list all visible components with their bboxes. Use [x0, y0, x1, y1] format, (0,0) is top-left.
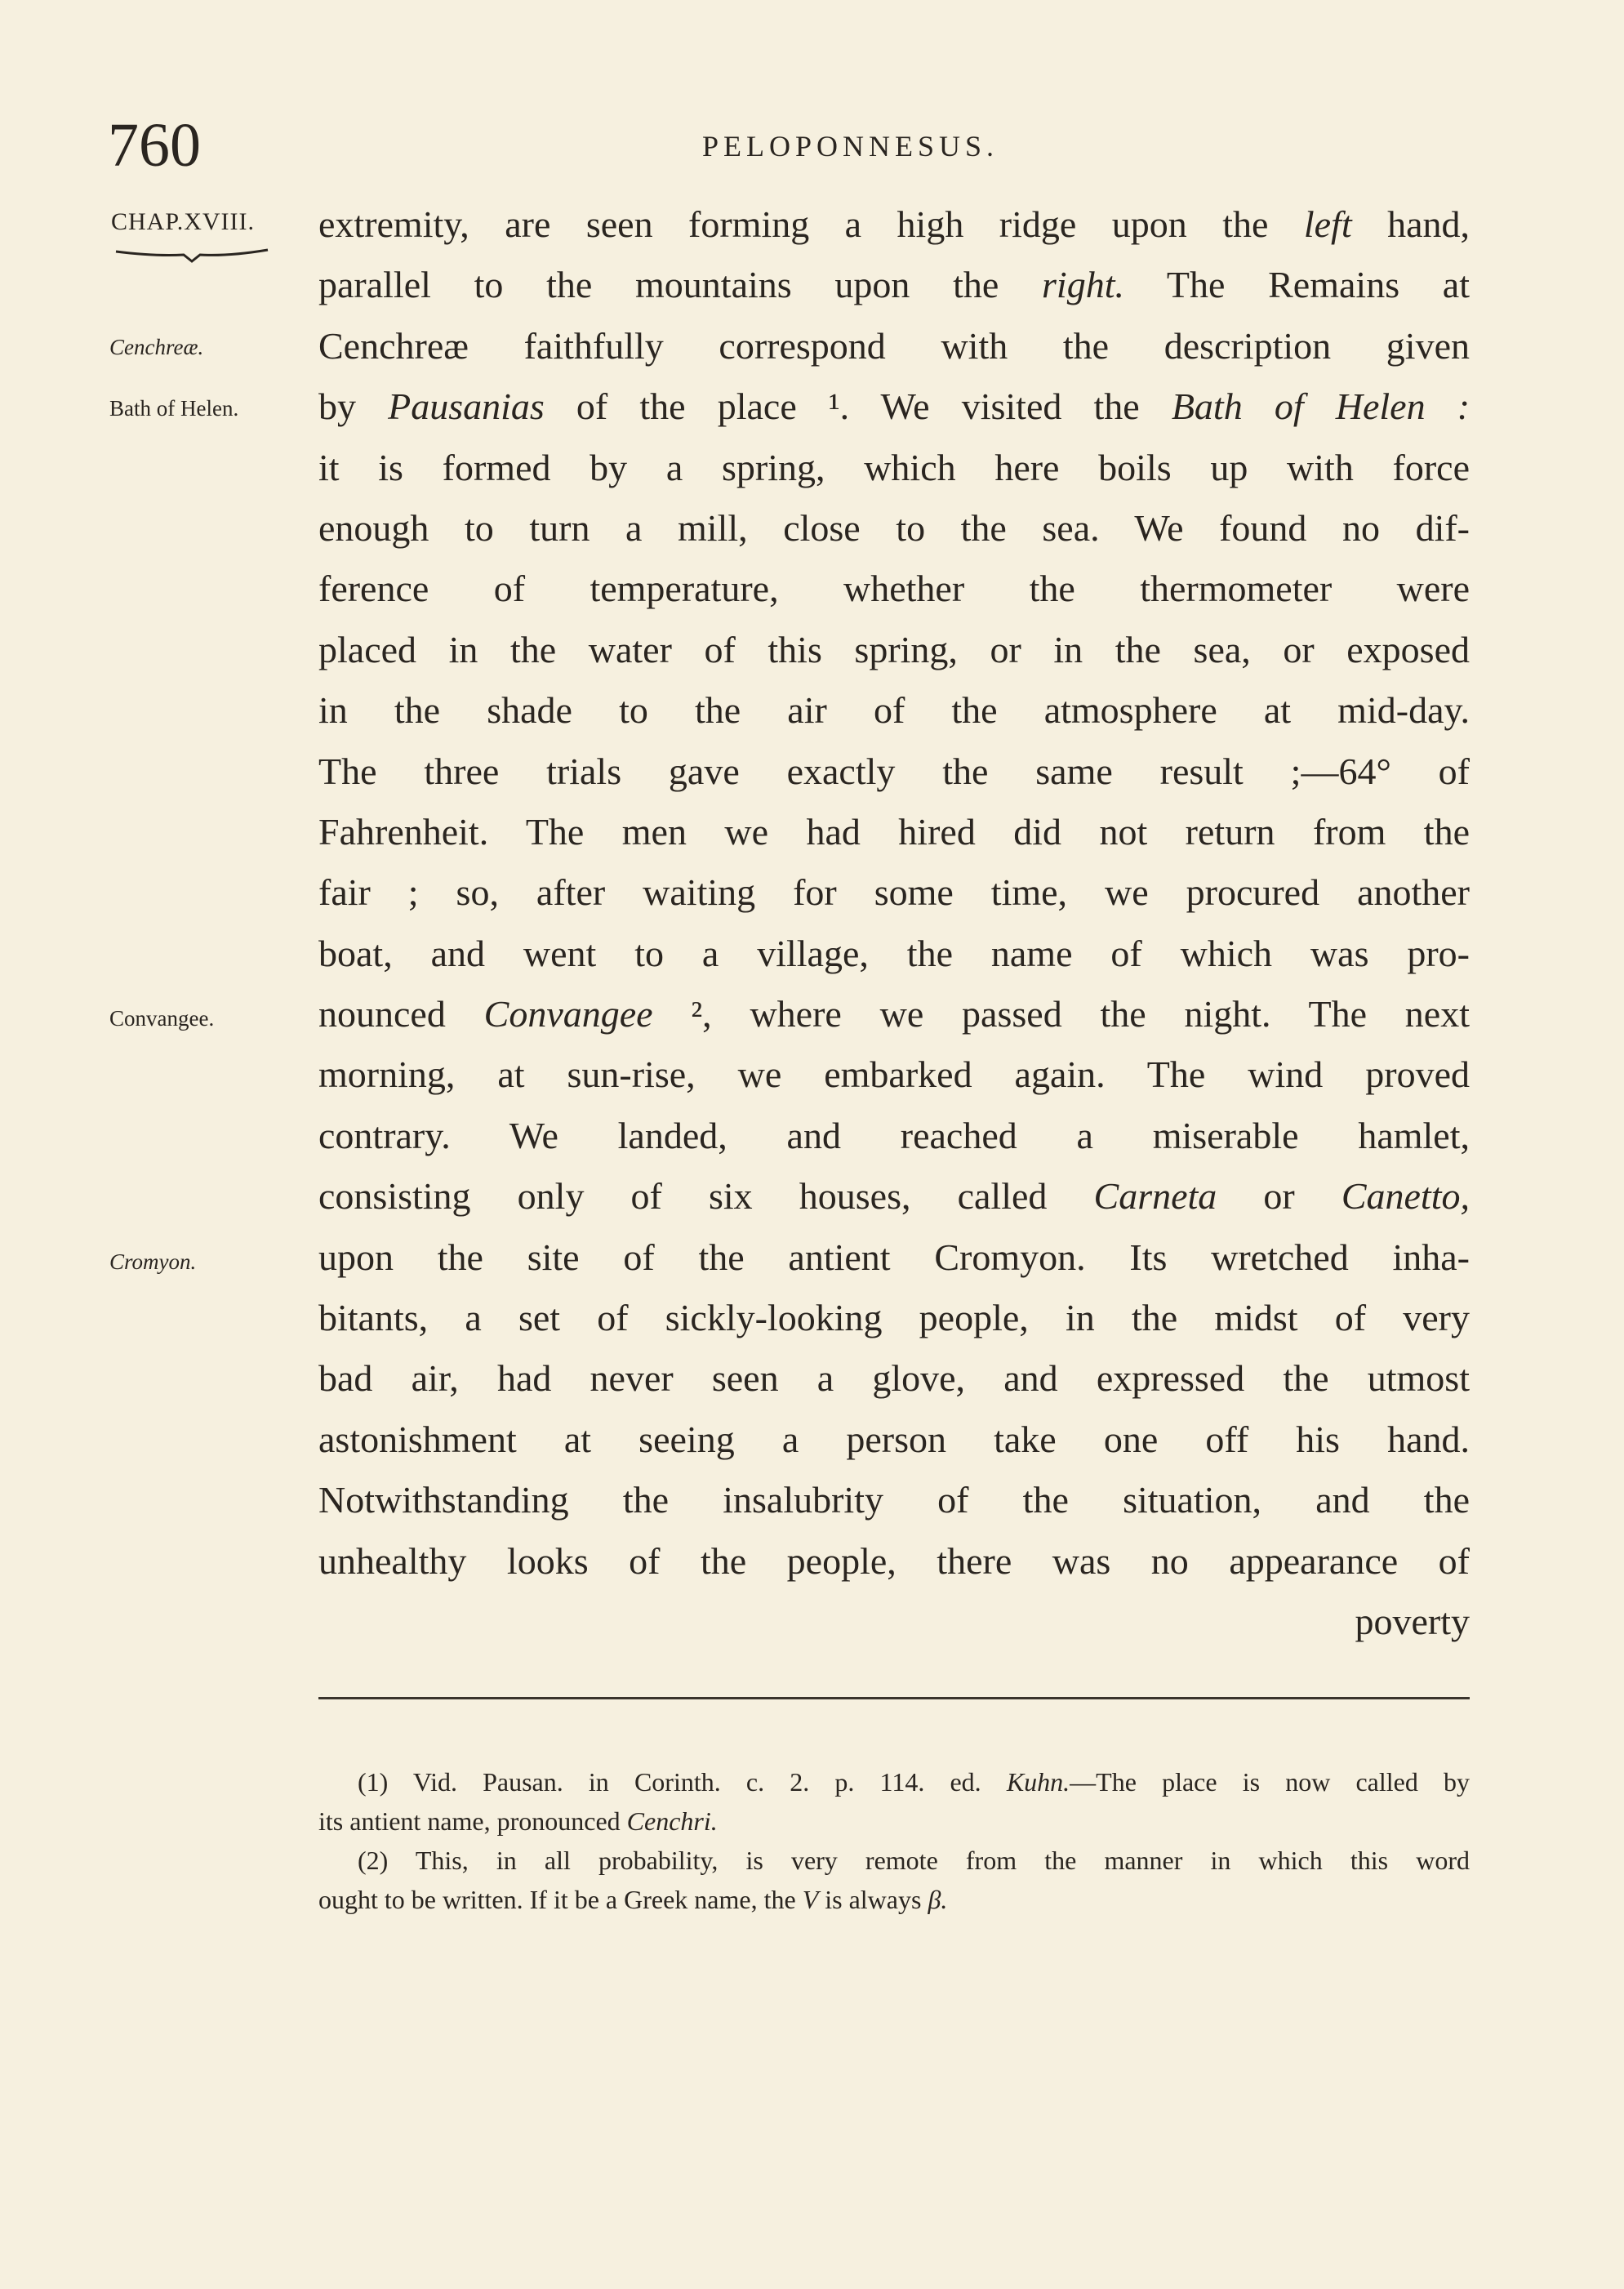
text-line: enough to turn a mill, close to the sea. We found no dif- — [318, 506, 1470, 549]
running-title: PELOPONNESUS. — [702, 130, 999, 163]
text-line: by Pausanias of the place ¹. We visited the Bath of Helen : — [318, 385, 1470, 428]
footnote-2-line-2: ought to be written. If it be a Greek name, the V is always β. — [318, 1885, 948, 1914]
text-line: contrary. We landed, and reached a miserable hamlet, — [318, 1114, 1470, 1156]
text-line: astonishment at seeing a person take one off his hand. — [318, 1418, 1470, 1460]
text-line: unhealthy looks of the people, there was no appearance of — [318, 1539, 1470, 1582]
chapter-label: CHAP.XVIII. — [111, 208, 255, 235]
text-line: extremity, are seen forming a high ridge upon the left hand, — [318, 203, 1470, 245]
text-line: Cenchreæ faithfully correspond with the description given — [318, 324, 1470, 367]
text-line: The three trials gave exactly the same result ;—64° of — [318, 750, 1470, 792]
footnote-2-line-1: (2) This, in all probability, is very remote from the manner in which this word — [358, 1846, 1470, 1875]
text-line: in the shade to the air of the atmosphere at mid-day. — [318, 689, 1470, 732]
text-line: it is formed by a spring, which here boils up with force — [318, 446, 1470, 488]
text-line: Notwithstanding the insalubrity of the situation, and the — [318, 1479, 1470, 1521]
text-line: parallel to the mountains upon the right. The Remains at — [318, 264, 1470, 306]
page-number: 760 — [108, 111, 201, 180]
chapter-ornament-rule — [114, 245, 269, 265]
text-line: fair ; so, after waiting for some time, we procured another — [318, 871, 1470, 914]
text-line: ference of temperature, whether the thermometer were — [318, 568, 1470, 610]
text-line: Fahrenheit. The men we had hired did not return from the — [318, 810, 1470, 853]
margin-note-convangee: Convangee. — [109, 1006, 215, 1031]
text-line: bad air, had never seen a glove, and expressed the utmost — [318, 1357, 1470, 1400]
footnotes — [318, 1762, 1470, 1919]
text-line: morning, at sun-rise, we embarked again. The wind proved — [318, 1053, 1470, 1096]
text-line: upon the site of the antient Cromyon. Its wretched inha- — [318, 1236, 1470, 1278]
margin-note-bath-of-helen: Bath of Helen. — [109, 396, 239, 421]
footnote-1-line-1: (1) Vid. Pausan. in Corinth. c. 2. p. 114. ed. Kuhn.—The place is now called by — [358, 1767, 1470, 1797]
text-line: consisting only of six houses, called Carneta or Canetto, — [318, 1175, 1470, 1218]
body-text — [318, 194, 1470, 1652]
text-line: placed in the water of this spring, or in the sea, or exposed — [318, 628, 1470, 670]
margin-note-cenchreae: Cenchreæ. — [109, 335, 204, 359]
footnote-1-line-2: its antient name, pronounced Cenchri. — [318, 1806, 718, 1836]
margin-note-cromyon: Cromyon. — [109, 1249, 197, 1274]
text-line: nounced Convangee ², where we passed the night. The next — [318, 993, 1470, 1035]
footnote-rule — [318, 1697, 1470, 1699]
text-line: boat, and went to a village, the name of which was pro- — [318, 932, 1470, 974]
catchword: poverty — [1355, 1600, 1470, 1642]
text-line: bitants, a set of sickly-looking people, in the midst of very — [318, 1297, 1470, 1339]
